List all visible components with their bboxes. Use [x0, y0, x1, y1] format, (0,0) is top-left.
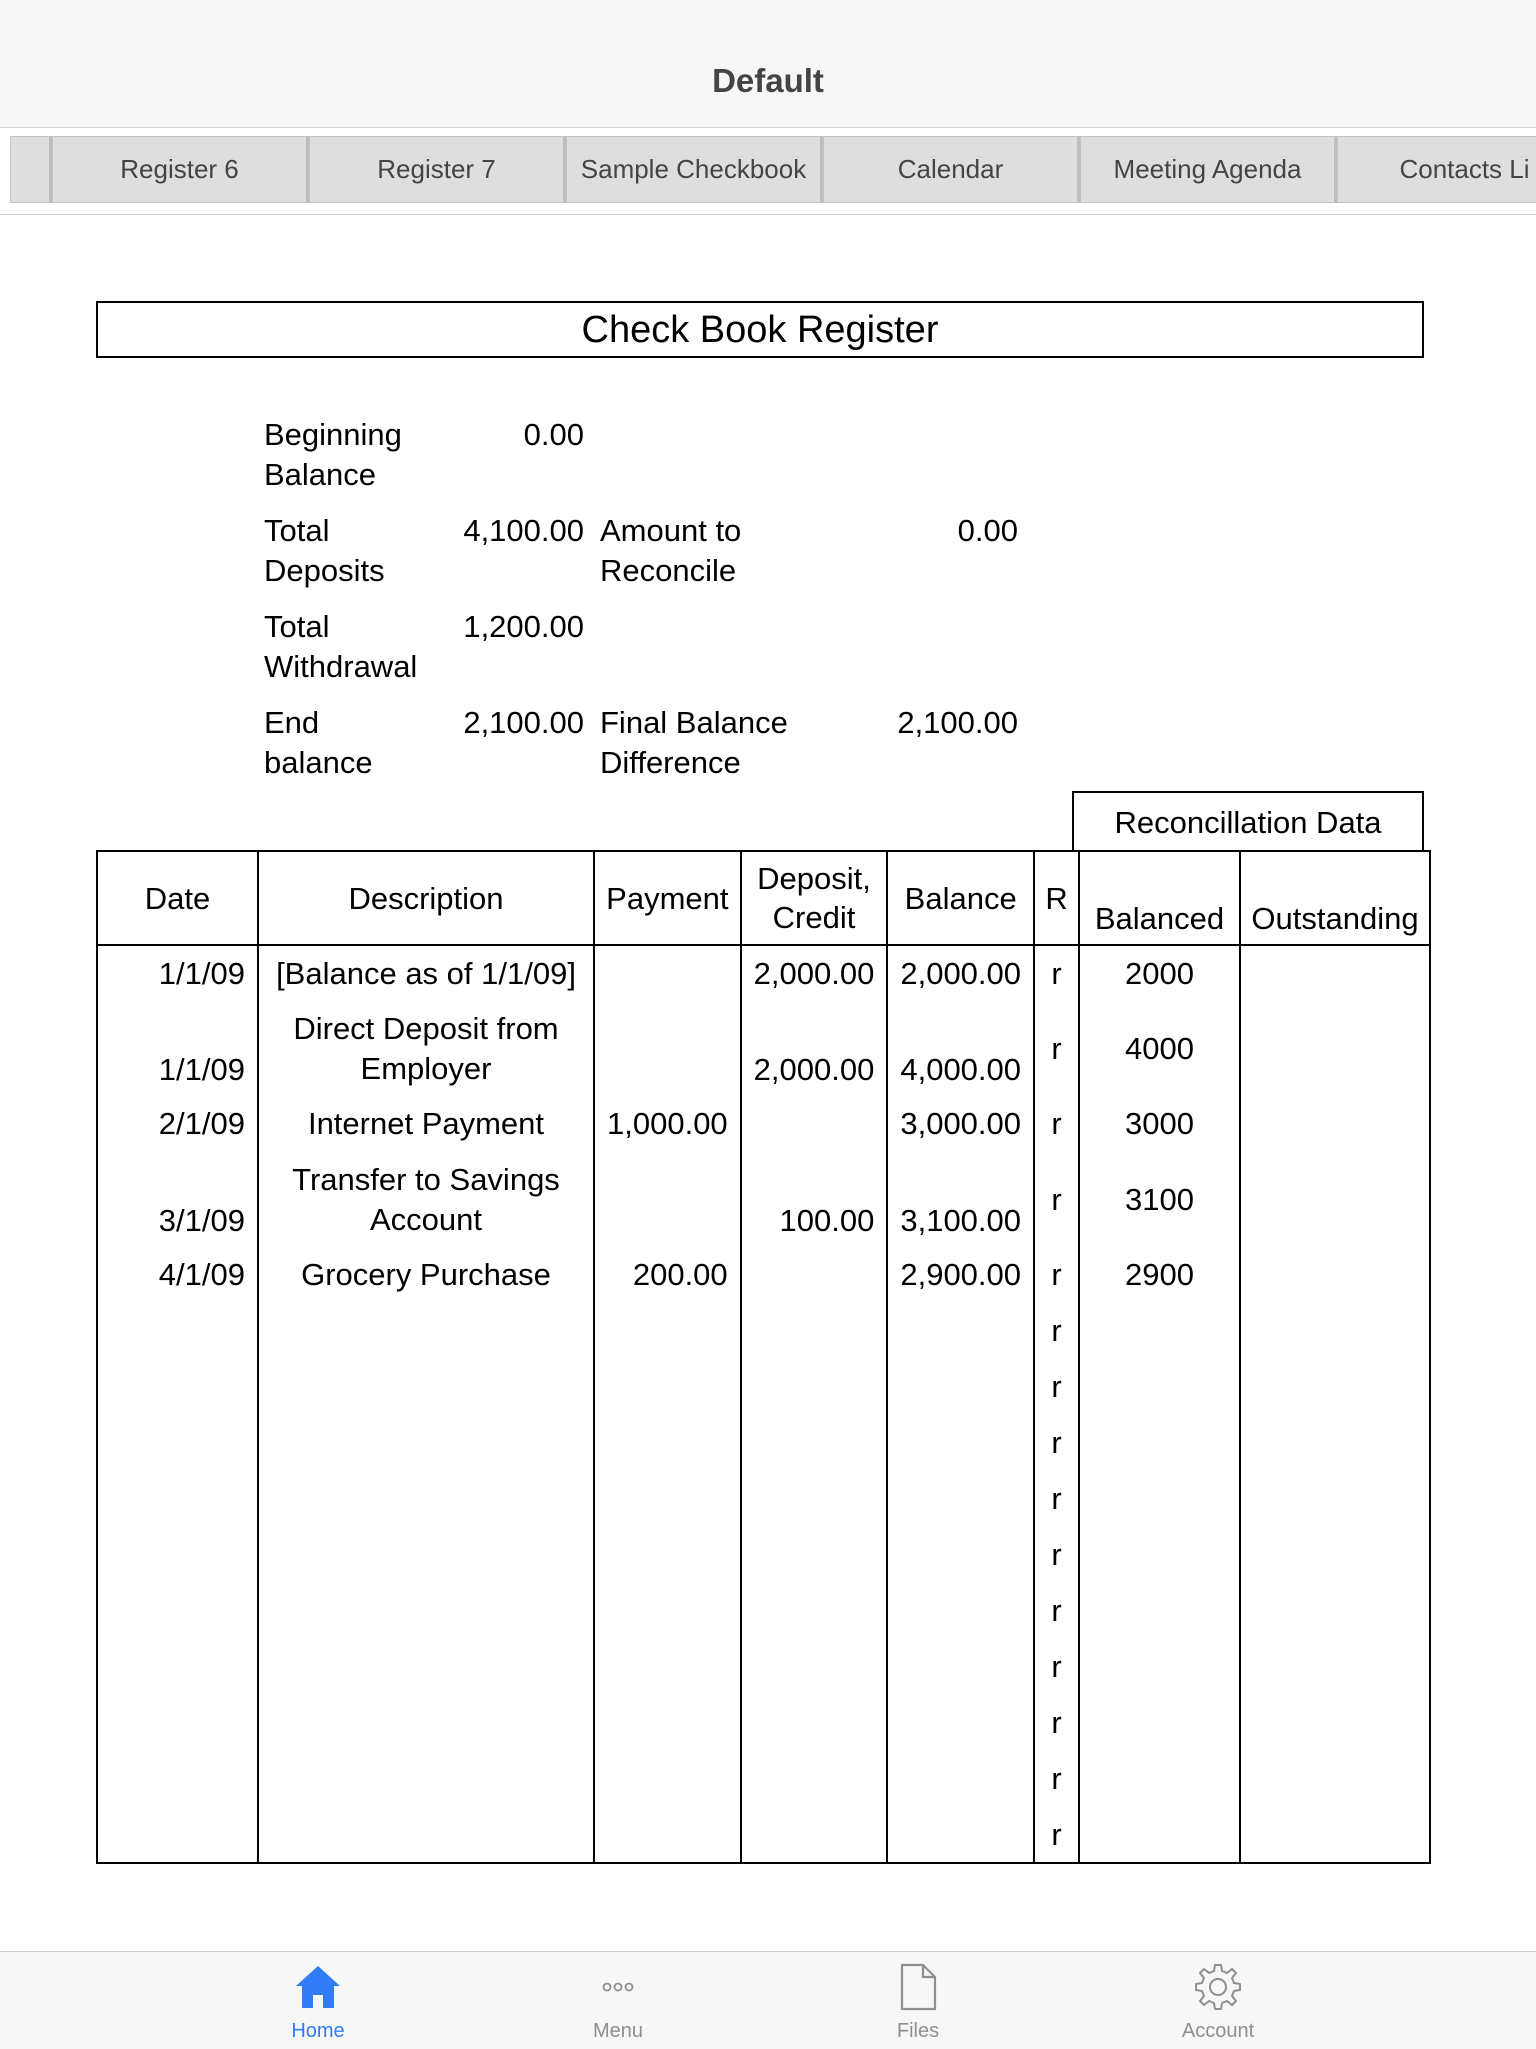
r-cell[interactable]: r	[1034, 1247, 1079, 1303]
deposit-cell[interactable]: 2,000.00	[741, 945, 888, 1001]
final-balance-difference-value[interactable]: 2,100.00	[897, 705, 1018, 740]
outstanding-cell[interactable]	[1240, 1751, 1430, 1807]
r-cell[interactable]: r	[1034, 1415, 1079, 1471]
balanced-cell[interactable]	[1079, 1583, 1240, 1639]
balanced-cell[interactable]	[1079, 1527, 1240, 1583]
deposit-cell[interactable]	[741, 1695, 888, 1751]
description-cell[interactable]	[258, 1359, 594, 1415]
deposit-cell[interactable]	[741, 1583, 888, 1639]
table-row	[97, 1527, 1430, 1583]
table-row	[97, 1152, 1430, 1247]
register-table	[96, 850, 1431, 1864]
column-header-balanced: Balanced	[1079, 851, 1240, 945]
total-withdrawal-label: Total Withdrawal	[264, 609, 418, 684]
tab-files[interactable]	[768, 1952, 1068, 2049]
payment-cell[interactable]	[594, 1639, 741, 1695]
outstanding-cell[interactable]	[1240, 945, 1430, 1001]
deposit-cell[interactable]	[741, 1807, 888, 1863]
table-row	[97, 1303, 1430, 1359]
document-title: Default	[712, 62, 824, 99]
date-cell[interactable]: 4/1/09	[97, 1247, 258, 1303]
r-cell[interactable]: r	[1034, 1001, 1079, 1096]
r-cell[interactable]: r	[1034, 1695, 1079, 1751]
reconciliation-data-header: Reconcillation Data	[1072, 791, 1424, 852]
end-balance-value[interactable]: 2,100.00	[463, 705, 584, 740]
sheet-tab-register-7[interactable]: Register 7	[309, 136, 566, 203]
balanced-cell[interactable]	[1079, 1639, 1240, 1695]
deposit-cell[interactable]: 100.00	[741, 1152, 888, 1247]
home-icon	[293, 1962, 343, 2012]
balance-cell[interactable]	[887, 1583, 1034, 1639]
balanced-cell[interactable]: 2000	[1079, 945, 1240, 1001]
payment-cell[interactable]	[594, 1695, 741, 1751]
payment-cell[interactable]	[594, 1751, 741, 1807]
column-header-payment: Payment	[594, 851, 741, 945]
description-cell[interactable]	[258, 1751, 594, 1807]
balanced-cell[interactable]	[1079, 1359, 1240, 1415]
table-row	[97, 1001, 1430, 1096]
date-cell[interactable]	[97, 1471, 258, 1527]
deposit-cell[interactable]	[741, 1471, 888, 1527]
total-withdrawal-value[interactable]: 1,200.00	[463, 609, 584, 644]
balanced-cell[interactable]	[1079, 1303, 1240, 1359]
table-row	[97, 1096, 1430, 1152]
outstanding-cell[interactable]	[1240, 1807, 1430, 1863]
date-cell[interactable]	[97, 1359, 258, 1415]
sheet-tab-strip	[0, 128, 1536, 215]
balance-cell[interactable]	[887, 1751, 1034, 1807]
payment-cell[interactable]	[594, 1807, 741, 1863]
balanced-cell[interactable]	[1079, 1695, 1240, 1751]
column-header-deposit: Deposit, Credit	[741, 851, 888, 945]
description-cell[interactable]	[258, 1639, 594, 1695]
balanced-cell[interactable]: 3100	[1079, 1152, 1240, 1247]
deposit-cell[interactable]	[741, 1415, 888, 1471]
tab-menu-label: Menu	[592, 2020, 644, 2042]
outstanding-cell[interactable]	[1240, 1415, 1430, 1471]
deposit-cell[interactable]	[741, 1751, 888, 1807]
payment-cell[interactable]	[594, 1471, 741, 1527]
balance-cell[interactable]	[887, 1639, 1034, 1695]
tab-home[interactable]	[168, 1952, 468, 2049]
outstanding-cell[interactable]	[1240, 1639, 1430, 1695]
table-row	[97, 1695, 1430, 1751]
total-deposits-value[interactable]: 4,100.00	[463, 513, 584, 548]
sheet-tab-sample-checkbook[interactable]: Sample Checkbook	[566, 136, 823, 203]
table-row	[97, 1583, 1430, 1639]
description-cell[interactable]	[258, 1471, 594, 1527]
description-cell[interactable]	[258, 1695, 594, 1751]
balanced-cell[interactable]	[1079, 1471, 1240, 1527]
date-cell[interactable]: 1/1/09	[97, 1001, 258, 1096]
amount-to-reconcile-value[interactable]: 0.00	[957, 513, 1018, 548]
gear-icon	[1193, 1962, 1243, 2012]
sheet-tab-register-6[interactable]: Register 6	[52, 136, 309, 203]
column-header-balance: Balance	[887, 851, 1034, 945]
balance-cell[interactable]: 2,900.00	[887, 1247, 1034, 1303]
description-cell[interactable]: [Balance as of 1/1/09]	[258, 945, 594, 1001]
total-deposits-label: Total Deposits	[264, 513, 385, 588]
date-cell[interactable]	[97, 1807, 258, 1863]
r-cell[interactable]: r	[1034, 1807, 1079, 1863]
tab-menu[interactable]	[468, 1952, 768, 2049]
outstanding-cell[interactable]	[1240, 1359, 1430, 1415]
r-cell[interactable]: r	[1034, 1303, 1079, 1359]
column-header-date: Date	[97, 851, 258, 945]
outstanding-cell[interactable]	[1240, 1001, 1430, 1096]
payment-cell[interactable]	[594, 1359, 741, 1415]
table-row	[97, 1247, 1430, 1303]
bottom-tab-bar	[0, 1951, 1536, 2049]
column-header-description: Description	[258, 851, 594, 945]
description-cell[interactable]	[258, 1303, 594, 1359]
deposit-cell[interactable]: 2,000.00	[741, 1001, 888, 1096]
beginning-balance-label: Beginning Balance	[264, 417, 402, 492]
balance-cell[interactable]	[887, 1303, 1034, 1359]
register-header-row	[97, 851, 1430, 945]
outstanding-cell[interactable]	[1240, 1695, 1430, 1751]
payment-cell[interactable]	[594, 1152, 741, 1247]
deposit-cell[interactable]	[741, 1639, 888, 1695]
payment-cell[interactable]	[594, 1527, 741, 1583]
end-balance-label: End balance	[264, 705, 373, 780]
r-cell[interactable]: r	[1034, 1527, 1079, 1583]
balance-cell[interactable]	[887, 1359, 1034, 1415]
table-row	[97, 1807, 1430, 1863]
sheet-tab-calendar[interactable]: Calendar	[823, 136, 1080, 203]
description-cell[interactable]	[258, 1807, 594, 1863]
r-cell[interactable]: r	[1034, 1751, 1079, 1807]
deposit-cell[interactable]	[741, 1303, 888, 1359]
date-cell[interactable]	[97, 1527, 258, 1583]
table-row	[97, 945, 1430, 1001]
date-cell[interactable]	[97, 1751, 258, 1807]
description-cell[interactable]	[258, 1527, 594, 1583]
tab-files-label: Files	[896, 2020, 940, 2042]
description-cell[interactable]: Internet Payment	[258, 1096, 594, 1152]
date-cell[interactable]	[97, 1639, 258, 1695]
outstanding-cell[interactable]	[1240, 1152, 1430, 1247]
date-cell[interactable]: 2/1/09	[97, 1096, 258, 1152]
tab-account[interactable]	[1068, 1952, 1368, 2049]
file-icon	[893, 1962, 943, 2012]
balanced-cell[interactable]: 4000	[1079, 1001, 1240, 1096]
balance-cell[interactable]	[887, 1695, 1034, 1751]
table-row	[97, 1471, 1430, 1527]
column-header-outstanding: Outstanding	[1240, 851, 1430, 945]
balance-cell[interactable]: 2,000.00	[887, 945, 1034, 1001]
navigation-bar	[0, 0, 1536, 128]
balance-cell[interactable]	[887, 1415, 1034, 1471]
r-cell[interactable]: r	[1034, 1583, 1079, 1639]
outstanding-cell[interactable]	[1240, 1471, 1430, 1527]
final-balance-difference-label: Final Balance Difference	[600, 705, 788, 780]
balanced-cell[interactable]: 3000	[1079, 1096, 1240, 1152]
balance-cell[interactable]: 4,000.00	[887, 1001, 1034, 1096]
description-cell[interactable]	[258, 1415, 594, 1471]
balanced-cell[interactable]	[1079, 1807, 1240, 1863]
date-cell[interactable]	[97, 1695, 258, 1751]
date-cell[interactable]: 3/1/09	[97, 1152, 258, 1247]
payment-cell[interactable]	[594, 1415, 741, 1471]
table-row	[97, 1415, 1430, 1471]
r-cell[interactable]: r	[1034, 1359, 1079, 1415]
sheet-tab-meeting-agenda[interactable]: Meeting Agenda	[1080, 136, 1337, 203]
r-cell[interactable]: r	[1034, 1096, 1079, 1152]
deposit-cell[interactable]	[741, 1096, 888, 1152]
payment-cell[interactable]: 200.00	[594, 1247, 741, 1303]
payment-cell[interactable]: 1,000.00	[594, 1096, 741, 1152]
outstanding-cell[interactable]	[1240, 1527, 1430, 1583]
balanced-cell[interactable]	[1079, 1415, 1240, 1471]
table-row	[97, 1359, 1430, 1415]
balanced-cell[interactable]	[1079, 1751, 1240, 1807]
tab-home-label: Home	[291, 2020, 345, 2042]
balance-cell[interactable]: 3,000.00	[887, 1096, 1034, 1152]
more-dots-icon	[593, 1962, 643, 2012]
date-cell[interactable]	[97, 1583, 258, 1639]
payment-cell[interactable]	[594, 1303, 741, 1359]
table-row	[97, 1751, 1430, 1807]
deposit-cell[interactable]	[741, 1247, 888, 1303]
date-cell[interactable]	[97, 1303, 258, 1359]
payment-cell[interactable]	[594, 945, 741, 1001]
outstanding-cell[interactable]	[1240, 1247, 1430, 1303]
sheet-tab-row	[10, 136, 1536, 203]
r-cell[interactable]: r	[1034, 1471, 1079, 1527]
date-cell[interactable]: 1/1/09	[97, 945, 258, 1001]
balanced-cell[interactable]: 2900	[1079, 1247, 1240, 1303]
payment-cell[interactable]	[594, 1583, 741, 1639]
description-cell[interactable]: Transfer to Savings Account	[258, 1152, 594, 1247]
sheet-tab-contacts-list[interactable]: Contacts Li	[1337, 136, 1536, 203]
date-cell[interactable]	[97, 1415, 258, 1471]
description-cell[interactable]: Grocery Purchase	[258, 1247, 594, 1303]
deposit-cell[interactable]	[741, 1359, 888, 1415]
amount-to-reconcile-label: Amount to Reconcile	[600, 513, 742, 588]
outstanding-cell[interactable]	[1240, 1303, 1430, 1359]
balance-cell[interactable]	[887, 1807, 1034, 1863]
column-header-r: R	[1034, 851, 1079, 945]
r-cell[interactable]: r	[1034, 945, 1079, 1001]
sheet-tab-partial[interactable]	[10, 136, 52, 203]
table-row	[97, 1639, 1430, 1695]
beginning-balance-value[interactable]: 0.00	[523, 417, 584, 452]
description-cell[interactable]	[258, 1583, 594, 1639]
payment-cell[interactable]	[594, 1001, 741, 1096]
tab-account-label: Account	[1181, 2020, 1255, 2042]
description-cell[interactable]: Direct Deposit from Employer	[258, 1001, 594, 1096]
balance-cell[interactable]	[887, 1527, 1034, 1583]
sheet-title[interactable]: Check Book Register	[96, 301, 1424, 358]
balance-cell[interactable]: 3,100.00	[887, 1152, 1034, 1247]
outstanding-cell[interactable]	[1240, 1583, 1430, 1639]
outstanding-cell[interactable]	[1240, 1096, 1430, 1152]
r-cell[interactable]: r	[1034, 1152, 1079, 1247]
r-cell[interactable]: r	[1034, 1639, 1079, 1695]
deposit-cell[interactable]	[741, 1527, 888, 1583]
balance-cell[interactable]	[887, 1471, 1034, 1527]
